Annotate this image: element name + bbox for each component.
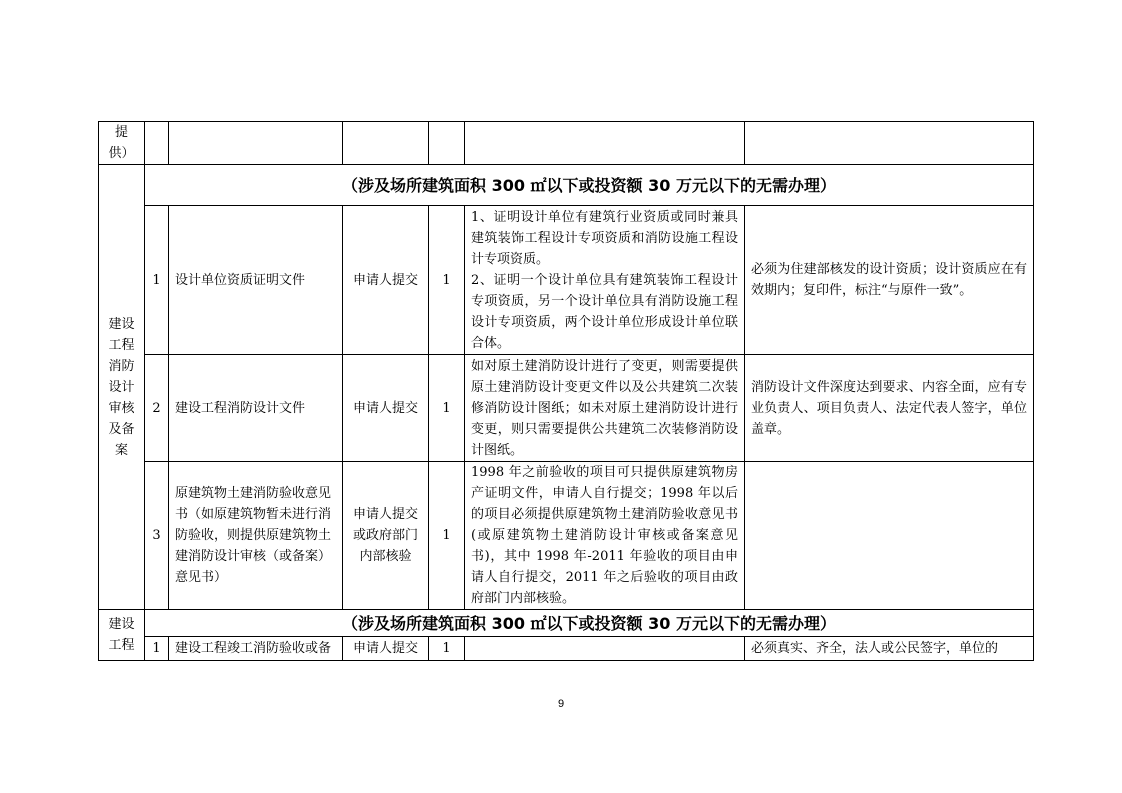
category-cell: 提 供） — [99, 122, 145, 165]
table-row-continuation — [99, 122, 1034, 165]
description-cell: 1、证明设计单位有建筑行业资质或同时兼具建筑装饰工程设计专项资质和消防设施工程设计专项资质。 2、证明一个设计单位具有建筑装饰工程设计专项资质，另一个设计单位具有消防设施工程设计专项资质，两个设计单位形成设计单位联合体。 — [465, 206, 745, 355]
requirement-cell — [745, 122, 1034, 165]
section-banner-row — [99, 165, 1034, 206]
section-category-cell: 建设 工程 消防 设计 审核 及备 案 — [99, 165, 145, 610]
description-cell — [465, 122, 745, 165]
materials-table — [98, 121, 1034, 661]
number-cell: 1 — [145, 637, 169, 661]
quantity-cell: 1 — [429, 462, 465, 610]
number-cell: 3 — [145, 462, 169, 610]
description-cell — [465, 637, 745, 661]
requirement-cell: 必须为住建部核发的设计资质；设计资质应在有效期内；复印件，标注“与原件一致”。 — [745, 206, 1034, 355]
table-row — [99, 462, 1034, 610]
table-row — [99, 355, 1034, 462]
table-row — [99, 637, 1034, 661]
source-cell: 申请人提交 — [343, 637, 429, 661]
requirement-cell — [745, 462, 1034, 610]
number-cell: 2 — [145, 355, 169, 462]
requirement-cell: 消防设计文件深度达到要求、内容全面，应有专业负责人、项目负责人、法定代表人签字，单位盖章。 — [745, 355, 1034, 462]
source-cell: 申请人提交或政府部门内部核验 — [343, 462, 429, 610]
quantity-cell — [429, 122, 465, 165]
source-cell: 申请人提交 — [343, 206, 429, 355]
quantity-cell: 1 — [429, 206, 465, 355]
quantity-cell: 1 — [429, 637, 465, 661]
name-cell: 设计单位资质证明文件 — [169, 206, 343, 355]
table-row — [99, 206, 1034, 355]
name-cell: 原建筑物土建消防验收意见书（如原建筑物暂未进行消防验收，则提供原建筑物土建消防设计审核（或备案）意见书） — [169, 462, 343, 610]
requirement-cell: 必须真实、齐全，法人或公民签字，单位的 — [745, 637, 1034, 661]
section-banner: （涉及场所建筑面积 300 ㎡以下或投资额 30 万元以下的无需办理） — [145, 165, 1034, 206]
description-cell: 1998 年之前验收的项目可只提供原建筑物房产证明文件，申请人自行提交；1998 年以后的项目必须提供原建筑物土建消防验收意见书(或原建筑物土建消防设计审核或备案意见书)，其中 1998 年-2011 年验收的项目由申请人自行提交，2011 年之后验收的项目由政府部门内部核验。 — [465, 462, 745, 610]
description-cell: 如对原土建消防设计进行了变更，则需要提供原土建消防设计变更文件以及公共建筑二次装修消防设计图纸；如未对原土建消防设计进行变更，则只需要提供公共建筑二次装修消防设计图纸。 — [465, 355, 745, 462]
number-cell — [145, 122, 169, 165]
page-number: 9 — [557, 698, 565, 710]
section-banner: （涉及场所建筑面积 300 ㎡以下或投资额 30 万元以下的无需办理） — [145, 610, 1034, 637]
source-cell: 申请人提交 — [343, 355, 429, 462]
number-cell: 1 — [145, 206, 169, 355]
source-cell — [343, 122, 429, 165]
section-banner-row — [99, 610, 1034, 637]
name-cell: 建设工程竣工消防验收或备 — [169, 637, 343, 661]
name-cell: 建设工程消防设计文件 — [169, 355, 343, 462]
section-category-cell: 建设 工程 — [99, 610, 145, 661]
quantity-cell: 1 — [429, 355, 465, 462]
name-cell — [169, 122, 343, 165]
